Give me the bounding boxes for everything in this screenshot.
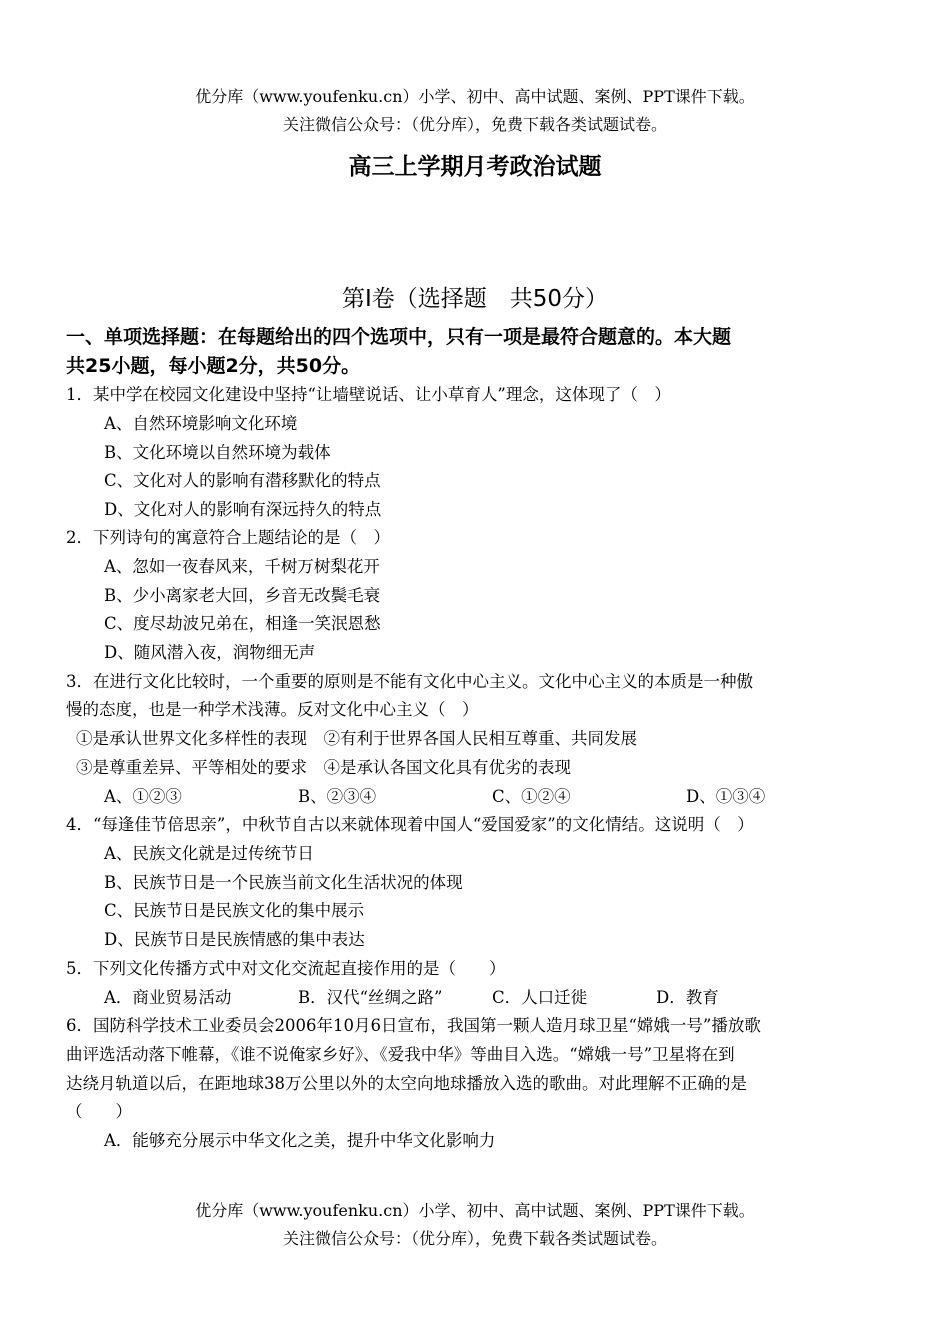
question-5-option-c: C．人口迁徙	[492, 988, 588, 1007]
question-6-option-a: A．能够充分展示中华文化之美，提升中华文化影响力	[104, 1131, 496, 1150]
header-line-2: 关注微信公众号：（优分库），免费下载各类试题试卷。	[282, 115, 667, 134]
question-6-stem-line-2: 曲评选活动落下帷幕，《谁不说俺家乡好》、《爱我中华》等曲目入选。“嫦娥一号”卫星将在到	[66, 1045, 735, 1064]
exam-title: 高三上学期月考政治试题	[348, 154, 602, 180]
question-2-option-c: C、度尽劫波兄弟在，相逢一笑泯恩愁	[104, 614, 381, 633]
footer-line-1: 优分库（www.youfenku.cn）小学、初中、高中试题、案例、PPT课件下载。	[195, 1201, 755, 1220]
question-3-option-d: D、①③④	[686, 787, 766, 806]
question-3-stem-line-1: 3．在进行文化比较时，一个重要的原则是不能有文化中心主义。文化中心主义的本质是一种傲	[66, 672, 753, 691]
question-4-option-d: D、民族节日是民族情感的集中表达	[104, 930, 365, 949]
question-2-stem: 2．下列诗句的寓意符合上题结论的是（ ）	[66, 528, 390, 547]
question-3-option-b: B、②③④	[298, 787, 377, 806]
footer-line-2: 关注微信公众号：（优分库），免费下载各类试题试卷。	[282, 1229, 667, 1248]
question-1-option-b: B、文化环境以自然环境为载体	[104, 443, 331, 462]
question-1-option-c: C、文化对人的影响有潜移默化的特点	[104, 471, 381, 490]
question-6-stem-line-3: 达绕月轨道以后，在距地球38万公里以外的太空向地球播放入选的歌曲。对此理解不正确的是	[66, 1074, 747, 1093]
question-4-option-a: A、民族文化就是过传统节日	[104, 844, 314, 863]
question-1-option-d: D、文化对人的影响有深远持久的特点	[104, 500, 382, 519]
question-4-option-c: C、民族节日是民族文化的集中展示	[104, 901, 365, 920]
question-3-stem-line-2: 慢的态度，也是一种学术浅薄。反对文化中心主义（ ）	[66, 700, 479, 719]
question-2-option-a: A、忽如一夜春风来，千树万树梨花开	[104, 557, 380, 576]
header-line-1: 优分库（www.youfenku.cn）小学、初中、高中试题、案例、PPT课件下载。	[195, 87, 755, 106]
question-6-stem-line-4: （ ）	[66, 1102, 132, 1121]
section-heading-line-2: 共25小题，每小题2分，共50分。	[66, 355, 361, 377]
question-2-option-b: B、少小离家老大回，乡音无改鬓毛衰	[104, 586, 381, 605]
question-2-option-d: D、随风潜入夜，润物细无声	[104, 643, 316, 662]
question-5-option-d: D．教育	[656, 988, 719, 1007]
question-5-stem: 5．下列文化传播方式中对文化交流起直接作用的是（ ）	[66, 959, 506, 978]
question-4-option-b: B、民族节日是一个民族当前文化生活状况的体现	[104, 873, 463, 892]
question-3-statements-2: ③是尊重差异、平等相处的要求 ④是承认各国文化具有优劣的表现	[76, 758, 571, 777]
question-5-option-b: B．汉代“丝绸之路”	[298, 988, 443, 1007]
volume-heading: 第Ⅰ卷（选择题 共50分）	[341, 286, 609, 312]
question-1-stem: 1．某中学在校园文化建设中坚持“让墙壁说话、让小草育人”理念，这体现了（ ）	[66, 385, 671, 404]
question-6-stem-line-1: 6．国防科学技术工业委员会2006年10月6日宣布，我国第一颗人造月球卫星“嫦娥一号”播放歌	[66, 1016, 761, 1035]
question-5-options	[104, 986, 864, 1010]
question-3-option-a: A、①②③	[104, 787, 182, 806]
question-1-option-a: A、自然环境影响文化环境	[104, 414, 298, 433]
question-4-stem: 4．“每逢佳节倍思亲”，中秋节自古以来就体现着中国人“爱国爱家”的文化情结。这说明（ ）	[66, 815, 754, 834]
question-3-option-c: C、①②④	[492, 787, 571, 806]
section-heading-line-1: 一、单项选择题：在每题给出的四个选项中，只有一项是最符合题意的。本大题	[66, 326, 732, 348]
question-3-options	[104, 785, 864, 809]
question-3-statements-1: ①是承认世界文化多样性的表现 ②有利于世界各国人民相互尊重、共同发展	[76, 729, 637, 748]
question-5-option-a: A．商业贸易活动	[104, 988, 232, 1007]
